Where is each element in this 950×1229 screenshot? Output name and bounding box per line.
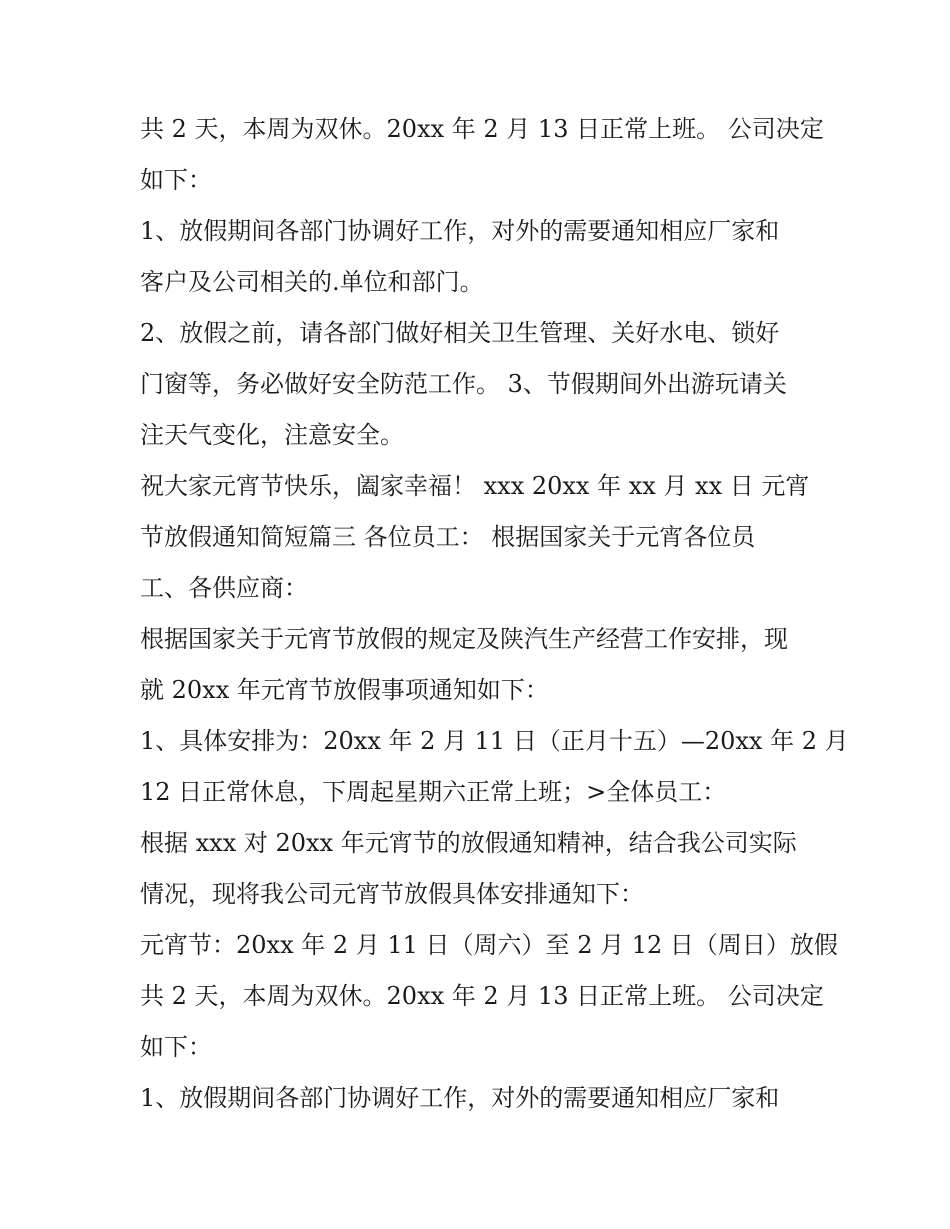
text-line-3: 1、放假期间各部门协调好工作，对外的需要通知相应厂家和 bbox=[140, 217, 780, 245]
text-line-6: 门窗等，务必做好安全防范工作。 3、节假期间外出游玩请关 bbox=[140, 370, 787, 398]
text-line-1: 共 2 天，本周为双休。20xx 年 2 月 13 日正常上班。 公司决定 bbox=[140, 115, 824, 143]
text-line-11: 根据国家关于元宵节放假的规定及陕汽生产经营工作安排，现 bbox=[140, 625, 788, 653]
text-line-17: 元宵节：20xx 年 2 月 11 日（周六）至 2 月 12 日（周日）放假 bbox=[140, 931, 838, 959]
document-body bbox=[140, 104, 849, 1124]
text-line-12: 就 20xx 年元宵节放假事项通知如下： bbox=[140, 676, 549, 704]
text-line-20: 1、放假期间各部门协调好工作，对外的需要通知相应厂家和 bbox=[140, 1084, 780, 1112]
text-line-15: 根据 xxx 对 20xx 年元宵节的放假通知精神，结合我公司实际 bbox=[140, 829, 797, 857]
text-line-19: 如下： bbox=[140, 1033, 212, 1061]
text-line-9: 节放假通知简短篇三 各位员工： 根据国家关于元宵各位员 bbox=[140, 523, 756, 551]
text-line-4: 客户及公司相关的.单位和部门。 bbox=[140, 268, 484, 296]
text-line-10: 工、各供应商： bbox=[140, 574, 308, 602]
text-line-2: 如下： bbox=[140, 166, 212, 194]
text-line-14: 12 日正常休息，下周起星期六正常上班；>全体员工： bbox=[140, 778, 727, 806]
text-line-8: 祝大家元宵节快乐，阖家幸福！ xxx 20xx 年 xx 月 xx 日 元宵 bbox=[140, 472, 810, 500]
text-line-13: 1、具体安排为：20xx 年 2 月 11 日（正月十五）—20xx 年 2 月 bbox=[140, 727, 849, 755]
text-line-16: 情况，现将我公司元宵节放假具体安排通知下： bbox=[140, 880, 644, 908]
text-line-18: 共 2 天，本周为双休。20xx 年 2 月 13 日正常上班。 公司决定 bbox=[140, 982, 824, 1010]
text-line-7: 注天气变化，注意安全。 bbox=[140, 421, 404, 449]
text-line-5: 2、放假之前，请各部门做好相关卫生管理、关好水电、锁好 bbox=[140, 319, 780, 347]
